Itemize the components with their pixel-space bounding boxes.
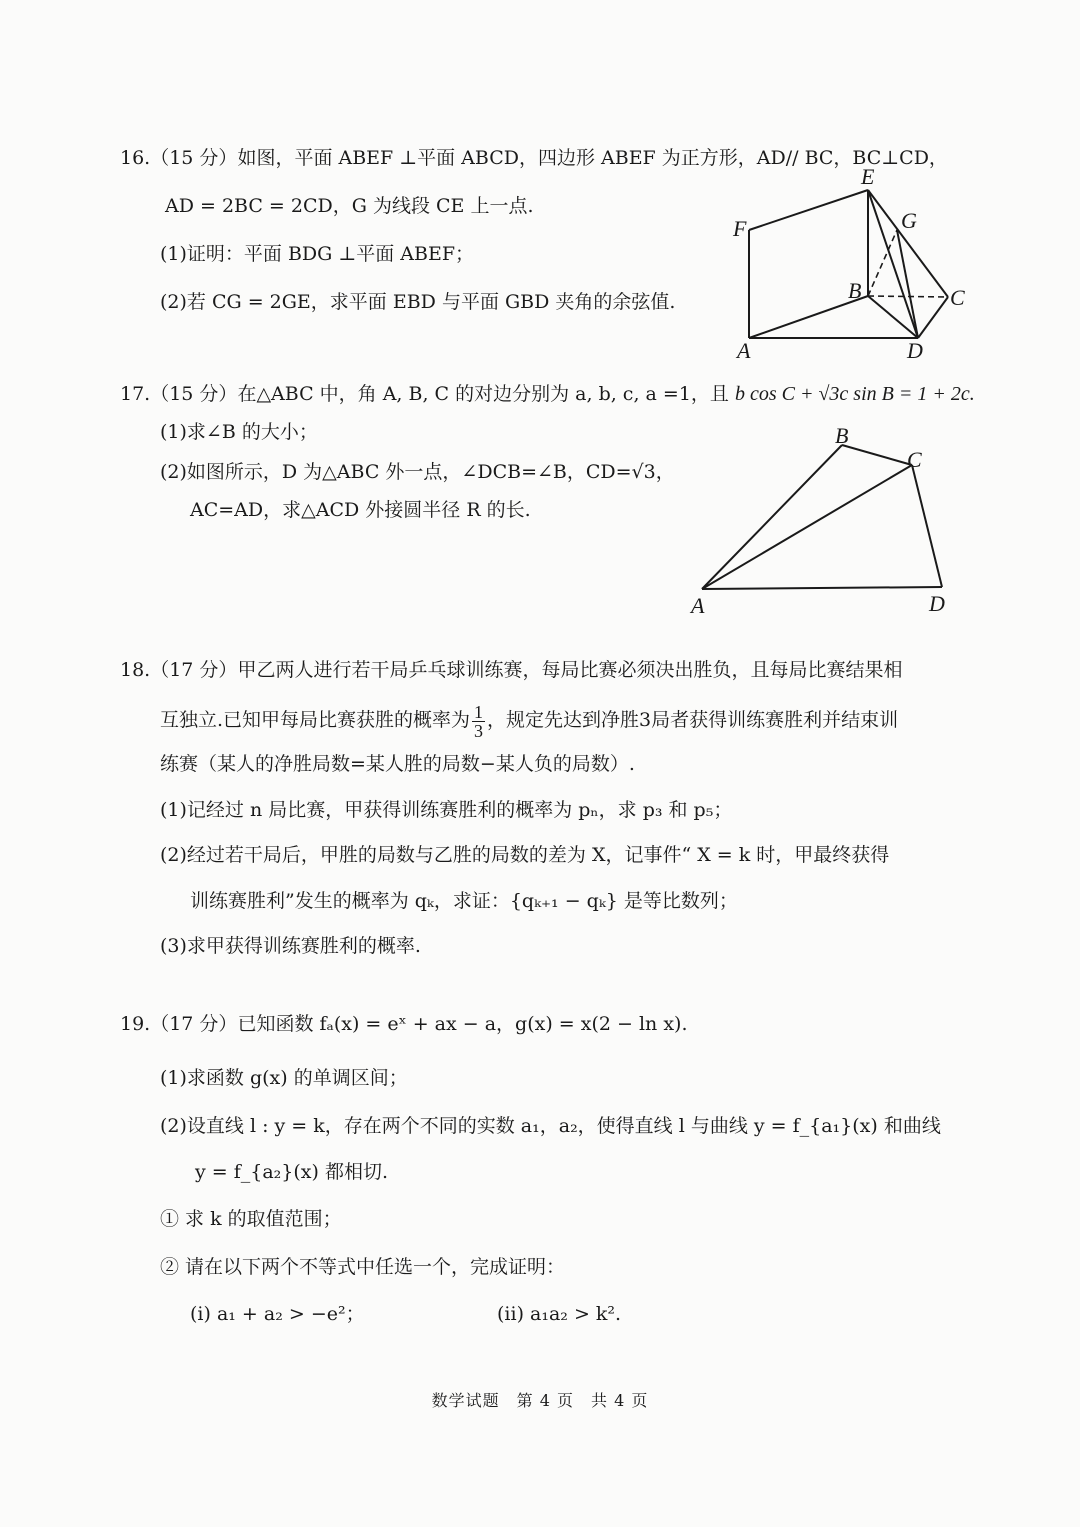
fraction-one-third: $\frac{1}{3}$: [474, 701, 484, 741]
edge-BC: [868, 296, 948, 297]
q17-line1: [120, 382, 975, 406]
q17-points: （15 分）: [150, 383, 238, 405]
q18-part2-line1: (2)经过若干局后，甲胜的局数与乙胜的局数的差为 X，记事件“ X = k 时，甲最终获得: [160, 844, 890, 866]
label-C: C: [950, 285, 965, 310]
q19-text-line1: 已知函数 fₐ(x) = eˣ + ax − a，g(x) = x(2 − ln x).: [237, 1013, 688, 1035]
q16-text-line1: 如图，平面 ABEF ⊥平面 ABCD，四边形 ABEF 为正方形，AD// BC，BC⊥CD，: [237, 147, 948, 169]
label-G: G: [901, 208, 917, 233]
q19-line1: [120, 1012, 687, 1036]
edge-CD: [912, 465, 942, 587]
edge-AD: [702, 587, 942, 589]
q18-number: 18.: [120, 659, 151, 681]
q17-part2-line1: (2)如图所示，D 为△ABC 外一点，∠DCB=∠B，CD=√3，: [160, 461, 675, 483]
q18-text-line2-post: ，规定先达到净胜3局者获得训练赛胜利并结束训: [487, 709, 899, 731]
label-A: A: [737, 338, 751, 363]
q18-part1: (1)记经过 n 局比赛，甲获得训练赛胜利的概率为 pₙ，求 p₃ 和 p₅；: [160, 799, 733, 821]
page-footer: 数学试题 第 4 页 共 4 页: [431, 1391, 649, 1410]
edge-FE: [749, 190, 868, 230]
q17-text-line1: 在△ABC 中，角 A, B, C 的对边分别为 a, b, c, a =1，且: [237, 383, 729, 405]
q17-equation: b cos C + √3c sin B = 1 + 2c.: [734, 383, 975, 405]
q18-text-line2-pre: 互独立.已知甲每局比赛获胜的概率为: [160, 709, 471, 731]
q18-text-line1: 甲乙两人进行若干局乒乓球训练赛，每局比赛必须决出胜负，且每局比赛结果相: [237, 659, 903, 681]
q19-part2-line1: (2)设直线 l : y = k，存在两个不同的实数 a₁，a₂，使得直线 l 与曲线 y = f_{a₁}(x) 和曲线: [160, 1115, 941, 1137]
q19-number: 19.: [120, 1013, 151, 1035]
label-D: D: [907, 338, 923, 363]
q18-part2-line2: 训练赛胜利”发生的概率为 qₖ，求证：{qₖ₊₁ − qₖ} 是等比数列；: [190, 890, 738, 912]
q19-part2-line2: y = f_{a₂}(x) 都相切.: [195, 1161, 389, 1183]
q19-part1: (1)求函数 g(x) 的单调区间；: [160, 1067, 408, 1089]
label-B: B: [835, 425, 849, 448]
edge-AC: [702, 465, 912, 589]
edge-AB: [702, 445, 842, 589]
q18-line3: 练赛（某人的净胜局数=某人胜的局数−某人负的局数）.: [160, 753, 635, 775]
label-C: C: [907, 447, 922, 472]
label-D: D: [929, 591, 945, 616]
label-B: B: [848, 278, 862, 303]
q16-figure: [725, 160, 985, 370]
label-A: A: [691, 593, 705, 618]
q17-number: 17.: [120, 383, 151, 405]
q18-part3: (3)求甲获得训练赛胜利的概率.: [160, 935, 421, 957]
q16-part1: (1)证明：平面 BDG ⊥平面 ABEF；: [160, 243, 475, 265]
q17-figure: [685, 425, 965, 625]
q18-line2: [160, 700, 898, 740]
q17-part1: (1)求∠B 的大小；: [160, 421, 318, 443]
q16-number: 16.: [120, 147, 151, 169]
q19-sub1: ① 求 k 的取值范围；: [160, 1208, 342, 1230]
label-E: E: [861, 164, 875, 189]
label-F: F: [733, 216, 747, 241]
q19-option-ii: (ii) a₁a₂ > k².: [497, 1303, 622, 1325]
q16-part2: (2)若 CG = 2GE，求平面 EBD 与平面 GBD 夹角的余弦值.: [160, 291, 676, 313]
edge-CD: [918, 297, 948, 338]
q19-sub2: ② 请在以下两个不等式中任选一个，完成证明：: [160, 1256, 566, 1278]
q18-line1: [120, 658, 902, 682]
q18-points: （17 分）: [150, 659, 238, 681]
q16-points: （15 分）: [150, 147, 238, 169]
edge-EC: [868, 190, 948, 297]
q19-points: （17 分）: [150, 1013, 238, 1035]
q19-option-i: (i) a₁ + a₂ > −e²；: [190, 1303, 365, 1325]
edge-BC: [842, 445, 912, 465]
q17-part2-line2: AC=AD，求△ACD 外接圆半径 R 的长.: [190, 499, 531, 521]
q16-line2: AD = 2BC = 2CD，G 为线段 CE 上一点.: [165, 195, 534, 217]
